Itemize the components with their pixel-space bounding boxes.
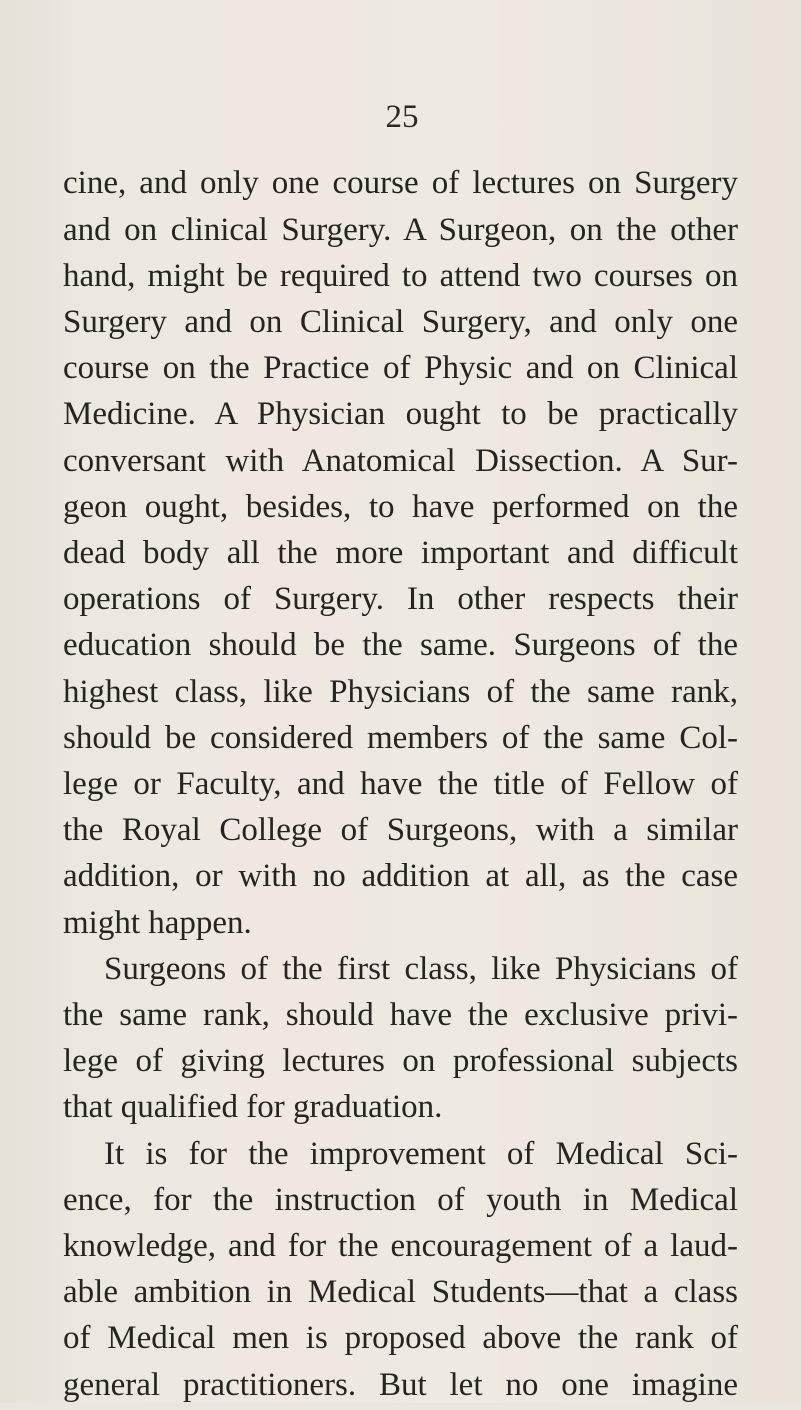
text-line: geon ought, besides, to have performed on the: [63, 489, 738, 525]
text-line: and on clinical Surgery. A Surgeon, on the other: [63, 212, 738, 248]
text-line: cine, and only one course of lectures on Surgery: [63, 165, 738, 201]
text-line: knowledge, and for the encouragement of a laud-: [63, 1228, 738, 1264]
text-line: the same rank, should have the exclusive privi-: [63, 997, 738, 1033]
text-line: dead body all the more important and difficult: [63, 535, 738, 571]
text-line: general practitioners. But let no one imagine: [63, 1367, 738, 1403]
text-line: operations of Surgery. In other respects their: [63, 581, 738, 617]
text-line: course on the Practice of Physic and on Clinical: [63, 350, 738, 386]
text-line: highest class, like Physicians of the same rank,: [63, 674, 738, 710]
text-line: Surgeons of the first class, like Physicians of: [104, 951, 738, 987]
text-line: should be considered members of the same Col-: [63, 720, 738, 756]
text-line: addition, or with no addition at all, as the case: [63, 858, 738, 894]
text-line: able ambition in Medical Students—that a class: [63, 1274, 738, 1310]
text-line: of Medical men is proposed above the rank of: [63, 1320, 738, 1356]
text-line: that qualified for graduation.: [63, 1089, 443, 1125]
text-line: conversant with Anatomical Dissection. A Sur-: [63, 443, 738, 479]
text-line: the Royal College of Surgeons, with a similar: [63, 812, 738, 848]
text-line: Surgery and on Clinical Surgery, and only one: [63, 304, 738, 340]
text-line: ence, for the instruction of youth in Medical: [63, 1182, 738, 1218]
text-line: might happen.: [63, 905, 252, 941]
page-number: 25: [385, 99, 419, 135]
text-line: Medicine. A Physician ought to be practically: [63, 396, 738, 432]
text-line: lege or Faculty, and have the title of Fellow of: [63, 766, 738, 802]
text-line: lege of giving lectures on professional subjects: [63, 1043, 738, 1079]
text-line: education should be the same. Surgeons of the: [63, 627, 738, 663]
text-line: hand, might be required to attend two courses on: [63, 258, 738, 294]
text-line: It is for the improvement of Medical Sci-: [104, 1136, 738, 1172]
